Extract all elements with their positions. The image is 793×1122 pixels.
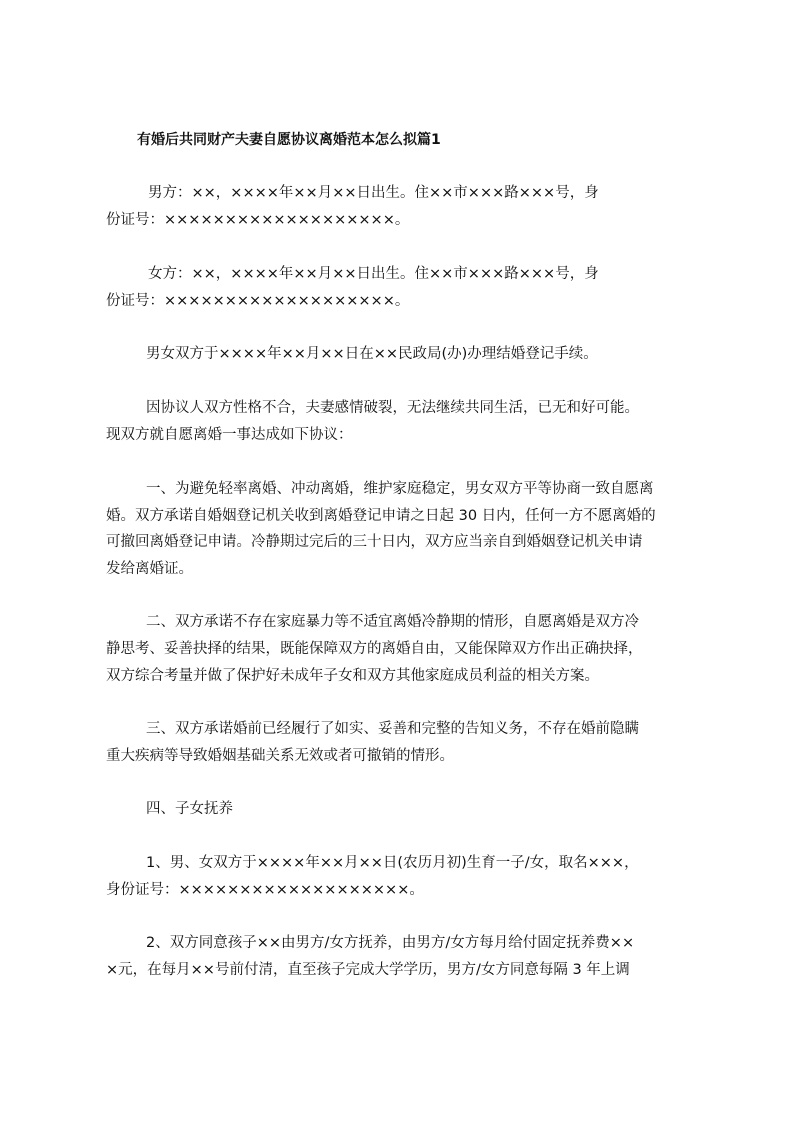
clause-2-line-2: 静思考、妥善抉择的结果，既能保障双方的离婚自由，又能保障双方作出正确抉择， [106,641,643,657]
husband-info-line-2: 份证号：×××××××××××××××××××。 [106,212,410,228]
clause-1-line-2: 婚。双方承诺自婚姻登记机关收到离婚登记申请之日起 30 日内，任何一方不愿离婚的 [106,508,656,524]
clause-1-line-4: 发给离婚证。 [106,561,193,577]
document-title: 有婚后共同财产夫妻自愿协议离婚范本怎么拟篇1 [137,132,441,148]
clause-2-line-1: 二、双方承诺不存在家庭暴力等不适宜离婚冷静期的情形，自愿离婚是双方冷 [146,614,639,630]
clause-4-2-line-1: 2、双方同意孩子××由男方/女方抚养，由男方/女方每月给付固定抚养费×× [146,935,635,951]
wife-info-line-2: 份证号：×××××××××××××××××××。 [106,293,410,309]
clause-3-line-1: 三、双方承诺婚前已经履行了如实、妥善和完整的告知义务，不存在婚前隐瞒 [146,721,639,737]
clause-4-1-line-2: 身份证号：×××××××××××××××××××。 [106,882,424,898]
husband-info-line-1: 男方：××，××××年××月××日出生。住××市×××路×××号，身 [148,185,599,201]
divorce-reason-line-2: 现双方就自愿离婚一事达成如下协议： [106,427,353,443]
clause-3-line-2: 重大疾病等导致婚姻基础关系无效或者可撤销的情形。 [106,748,454,764]
divorce-reason-line-1: 因协议人双方性格不合，夫妻感情破裂，无法继续共同生活，已无和好可能。 [146,400,639,416]
clause-1-line-1: 一、为避免轻率离婚、冲动离婚，维护家庭稳定，男女双方平等协商一致自愿离 [146,481,654,497]
clause-4-heading: 四、子女抚养 [146,801,233,817]
clause-4-2-line-2: ×元，在每月××号前付清，直至孩子完成大学学历，男方/女方同意每隔 3 年上调 [106,962,630,978]
clause-2-line-3: 双方综合考量并做了保护好未成年子女和双方其他家庭成员利益的相关方案。 [106,668,599,684]
marriage-registration-line: 男女双方于××××年××月××日在××民政局(办)办理结婚登记手续。 [146,346,598,362]
clause-1-line-3: 可撤回离婚登记申请。冷静期过完后的三十日内，双方应当亲自到婚姻登记机关申请 [106,534,643,550]
clause-4-1-line-1: 1、男、女双方于××××年××月××日(农历月初)生育一子/女，取名×××， [146,855,639,871]
wife-info-line-1: 女方：××，××××年××月××日出生。住××市×××路×××号，身 [148,266,599,282]
